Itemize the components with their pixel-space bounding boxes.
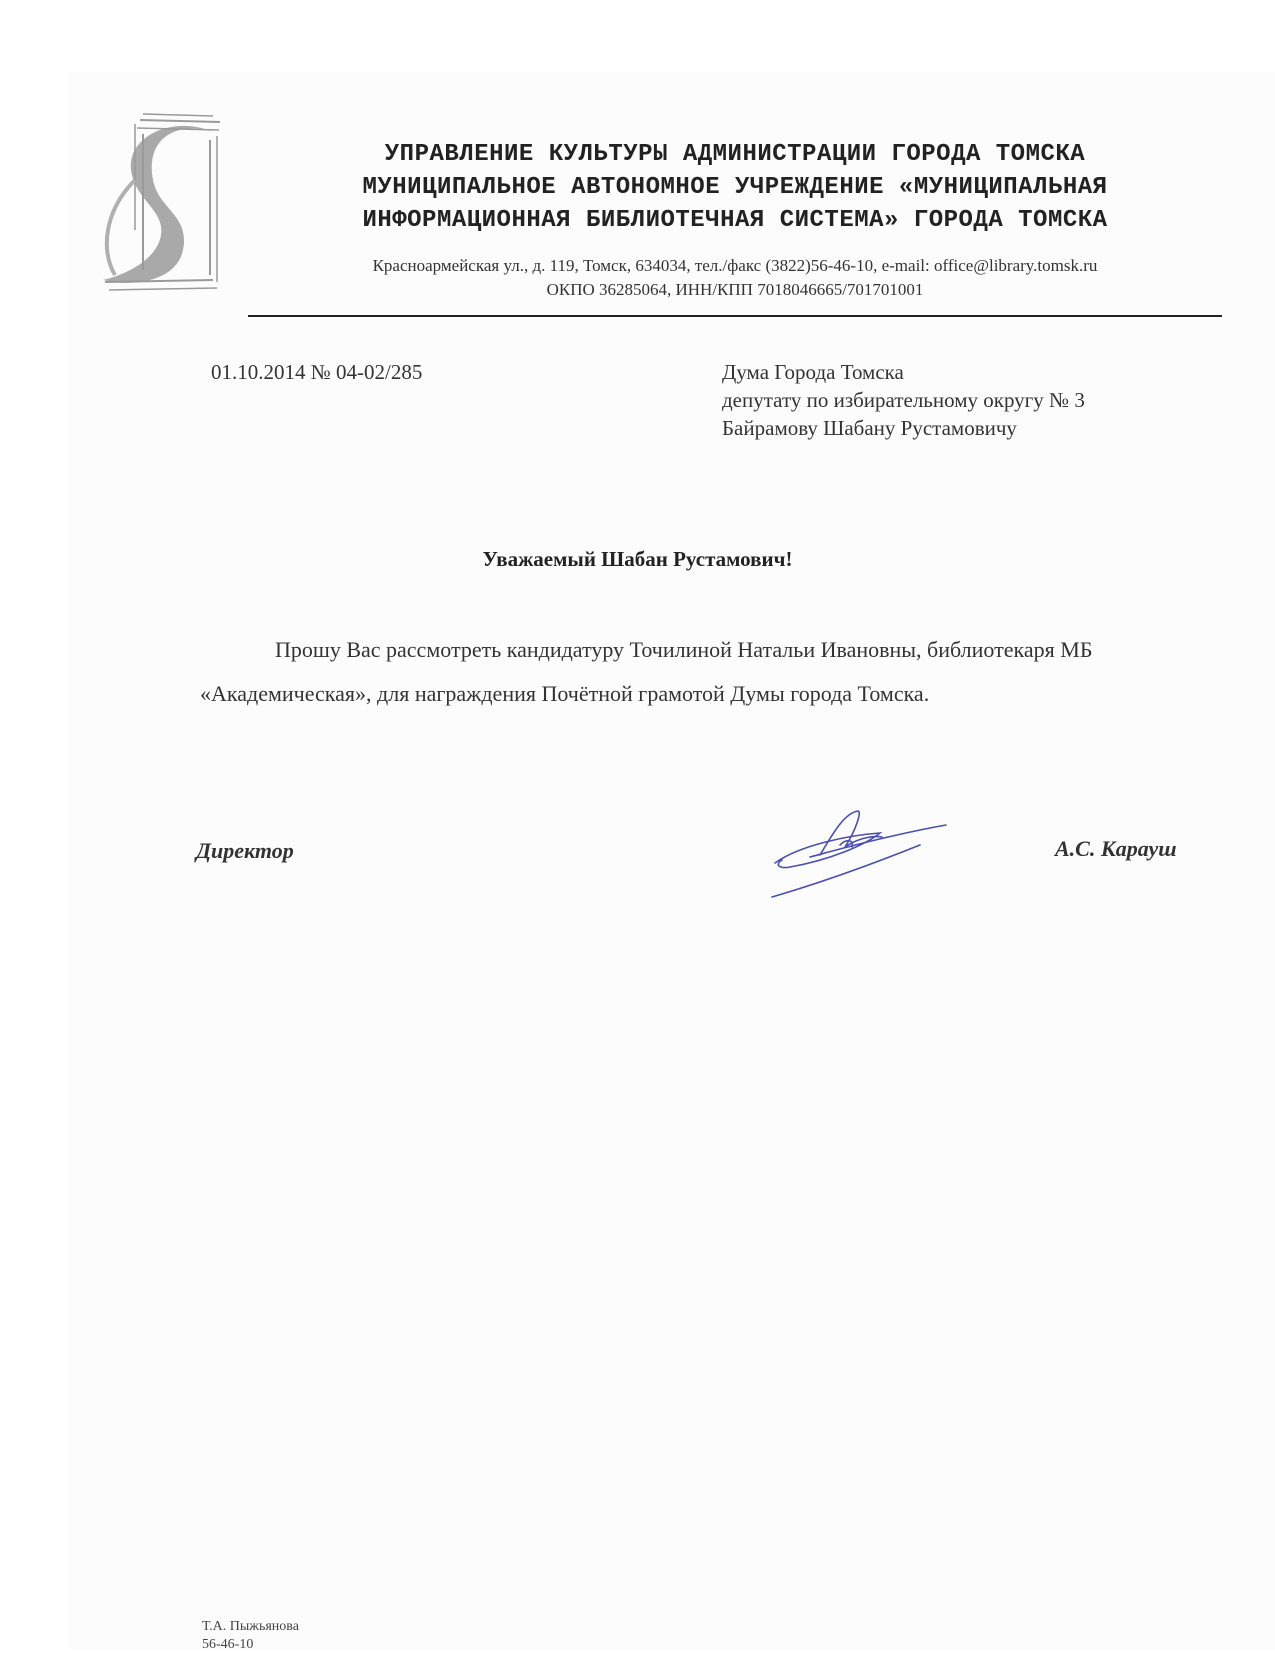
signer-name: А.С. Карауш bbox=[1055, 836, 1177, 861]
letter-body bbox=[200, 628, 1230, 716]
addressee-name: Байрамову Шабану Рустамовичу bbox=[722, 416, 1017, 440]
document-reference: 01.10.2014 № 04-02/285 bbox=[211, 360, 423, 384]
body-line-2: «Академическая», для награждения Почётной грамотой Думы города Томска. bbox=[200, 681, 930, 706]
salutation: Уважаемый Шабан Рустамович! bbox=[482, 547, 793, 571]
letterhead-line-3: ИНФОРМАЦИОННАЯ БИБЛИОТЕЧНАЯ СИСТЕМА» ГОРОДА ТОМСКА bbox=[362, 207, 1108, 234]
executor-block bbox=[202, 1618, 299, 1654]
letterhead-line-1: УПРАВЛЕНИЕ КУЛЬТУРЫ АДМИНИСТРАЦИИ ГОРОДА ТОМСКА bbox=[384, 141, 1086, 168]
signer-position: Директор bbox=[196, 838, 294, 863]
letterhead-contacts: Красноармейская ул., д. 119, Томск, 634034, тел./факс (3822)56-46-10, e-mail: office@library.tomsk.ru bbox=[372, 256, 1098, 275]
handwritten-signature-icon bbox=[770, 805, 950, 905]
body-line-1: Прошу Вас рассмотреть кандидатуру Точилиной Натальи Ивановны, библиотекаря МБ bbox=[275, 637, 1093, 662]
executor-name: Т.А. Пыжьянова bbox=[202, 1619, 299, 1634]
addressee-block bbox=[722, 358, 1085, 442]
library-logo-icon bbox=[95, 110, 225, 300]
letterhead-requisites: ОКПО 36285064, ИНН/КПП 7018046665/701701001 bbox=[546, 280, 924, 299]
executor-phone: 56-46-10 bbox=[202, 1637, 254, 1652]
letterhead-line-2: МУНИЦИПАЛЬНОЕ АВТОНОМНОЕ УЧРЕЖДЕНИЕ «МУНИЦИПАЛЬНАЯ bbox=[362, 174, 1108, 201]
addressee-organization: Дума Города Томска bbox=[722, 360, 904, 384]
addressee-position: депутату по избирательному округу № 3 bbox=[722, 388, 1085, 412]
letterhead-divider bbox=[248, 315, 1222, 317]
